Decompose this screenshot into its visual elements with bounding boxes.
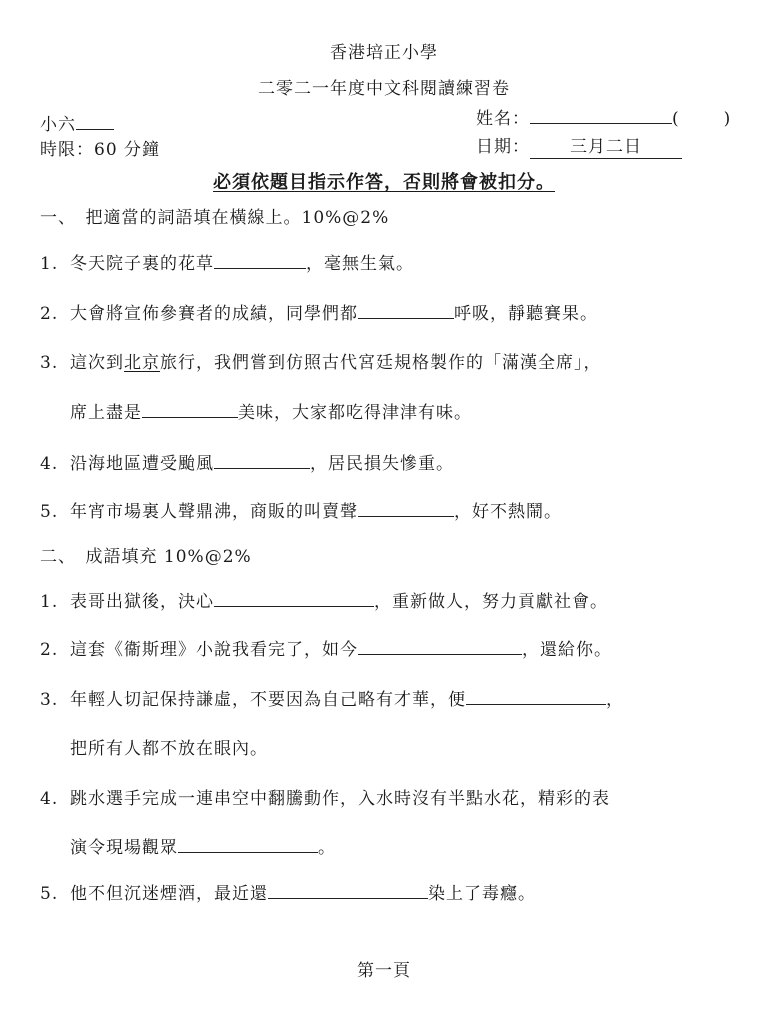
- answer-blank[interactable]: [358, 500, 454, 517]
- date-value: 三月二日: [530, 136, 682, 159]
- name-label: 姓名：: [476, 109, 530, 129]
- s2-q3: 3. 年輕人切記保持謙虛，不要因為自己略有才華，便 ，: [40, 690, 624, 710]
- time-limit: 時限：60 分鐘: [40, 140, 161, 160]
- answer-blank[interactable]: [466, 688, 606, 705]
- class-label: 小六: [40, 115, 76, 135]
- class-blank[interactable]: [76, 113, 114, 130]
- page-number: 第一頁: [357, 961, 411, 981]
- answer-blank[interactable]: [142, 401, 238, 418]
- answer-blank[interactable]: [268, 882, 428, 899]
- s1-q3: 3. 這次到北京旅行，我們嘗到仿照古代宮廷規格製作的「滿漢全席」，: [40, 353, 602, 373]
- class-field: [40, 113, 114, 136]
- s2-q1: 1. 表哥出獄後，決心 ，重新做人，努力貢獻社會。: [40, 592, 608, 612]
- answer-blank[interactable]: [178, 836, 318, 853]
- s2-q2: 2. 這套《衞斯理》小說我看完了，如今 ，還給你。: [40, 640, 612, 660]
- answer-blank[interactable]: [214, 252, 306, 269]
- school-name: 香港培正小學: [330, 43, 438, 63]
- s1-q3-line2: 席上盡是 美味，大家都吃得津津有味。: [70, 403, 472, 423]
- s1-q4: 4. 沿海地區遭受颱風 ，居民損失慘重。: [40, 454, 454, 474]
- s1-q2: 2. 大會將宣佈參賽者的成績，同學們都 呼吸，靜聽賽果。: [40, 304, 598, 324]
- paren-close: ): [723, 109, 732, 129]
- s2-q5: 5. 他不但沉迷煙酒，最近還 染上了毒癮。: [40, 884, 536, 904]
- answer-blank[interactable]: [358, 638, 522, 655]
- section1-heading: 一、 把適當的詞語填在橫線上。10%@2%: [40, 208, 390, 228]
- section2-heading: 二、 成語填充 10%@2%: [40, 547, 252, 567]
- answer-blank[interactable]: [214, 452, 310, 469]
- place-name: 北京: [124, 353, 160, 373]
- s2-q4-line2: 演令現場觀眾 。: [70, 838, 336, 858]
- s2-q4: 4. 跳水選手完成一連串空中翻騰動作，入水時沒有半點水花，精彩的表: [40, 789, 610, 809]
- s1-q5: 5. 年宵市場裏人聲鼎沸，商販的叫賣聲 ，好不熱鬧。: [40, 502, 562, 522]
- answer-blank[interactable]: [358, 302, 454, 319]
- paper-title: 二零二一年度中文科閱讀練習卷: [258, 79, 510, 99]
- s1-q1: 1. 冬天院子裏的花草 ，毫無生氣。: [40, 254, 414, 274]
- name-field: [476, 107, 731, 130]
- name-blank[interactable]: [530, 107, 672, 124]
- date-field: [476, 136, 682, 159]
- instruction: 必須依題目指示作答，否則將會被扣分。: [213, 172, 555, 193]
- s2-q3-line2: 把所有人都不放在眼內。: [70, 739, 268, 759]
- paren-open: (: [672, 109, 680, 129]
- date-label: 日期：: [476, 137, 530, 157]
- answer-blank[interactable]: [214, 590, 374, 607]
